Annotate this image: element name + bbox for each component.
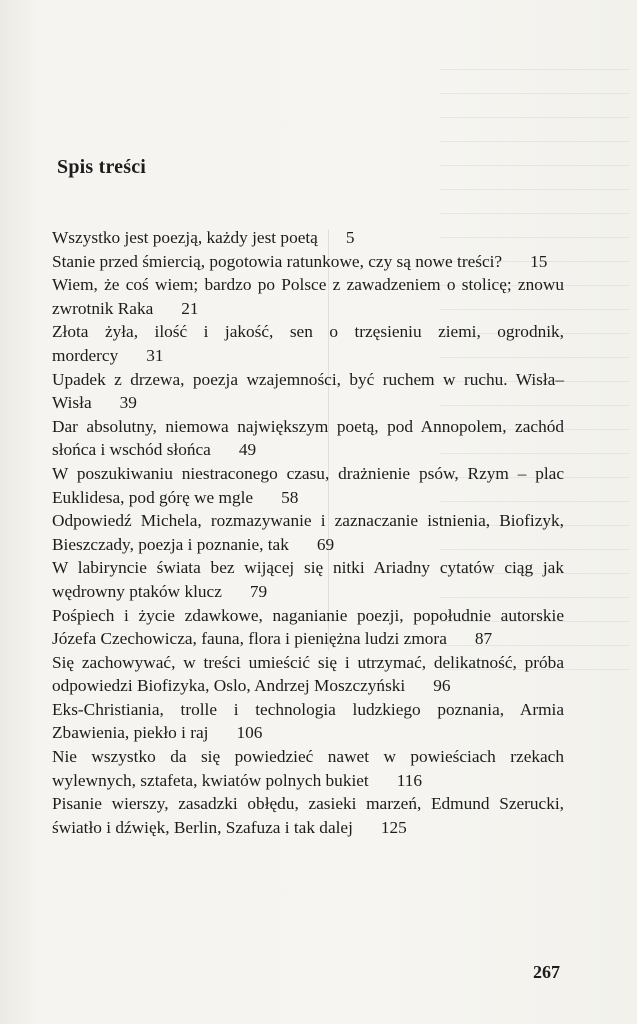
toc-entry-page: 39 xyxy=(119,393,137,413)
toc-entry-text: Dar absolutny, niemowa największym poetą, pod Annopolem, zachód słońca i wschód słońca xyxy=(52,416,564,460)
toc-entry-page: 79 xyxy=(249,581,268,601)
page-title: Spis treści xyxy=(57,156,147,178)
toc-entry-page: 96 xyxy=(433,676,451,696)
toc-entry-text: Odpowiedź Michela, rozmazywanie i zaznaczanie istnienia, Biofizyk, Bieszczady, poezja i poznanie, tak xyxy=(52,511,564,554)
toc-entry xyxy=(52,556,564,603)
toc-entry xyxy=(52,604,564,651)
toc-entry-text: Pośpiech i życie zdawkowe, naganianie poezji, popołudnie autorskie Józefa Czechowicza, fauna, flora i pieniężna ludzi zmora xyxy=(52,605,564,649)
toc-entry xyxy=(52,320,564,367)
toc-entry-page: 125 xyxy=(380,817,407,837)
toc-entry xyxy=(52,792,564,839)
toc-entry xyxy=(52,651,564,698)
toc-entry-page: 31 xyxy=(146,345,164,365)
toc-entry-page: 5 xyxy=(345,228,355,247)
toc-entry-page: 116 xyxy=(396,770,423,790)
toc-entry xyxy=(52,698,564,745)
toc-entry-text: Wiem, że coś wiem; bardzo po Polsce z zawadzeniem o stolicę; znowu zwrotnik Raka xyxy=(52,275,564,318)
table-of-contents xyxy=(52,226,564,839)
toc-entry-text: Się zachowywać, w treści umieścić się i utrzymać, delikatność, próba odpowiedzi Biofizyka, Oslo, Andrzej Moszczyński xyxy=(52,652,564,696)
toc-entry-page: 69 xyxy=(316,534,335,554)
toc-entry xyxy=(52,273,564,320)
toc-entry-text: W poszukiwaniu niestraconego czasu, drażnienie psów, Rzym – plac Euklidesa, pod górę we mgle xyxy=(52,463,564,507)
toc-entry-text: Pisanie wierszy, zasadzki obłędu, zasieki marzeń, Edmund Szerucki, światło i dźwięk, Berlin, Szafuza i tak dalej xyxy=(52,794,564,837)
toc-entry-page: 87 xyxy=(474,629,493,649)
page-number: 267 xyxy=(533,962,560,982)
toc-entry xyxy=(52,415,564,462)
toc-entry-page: 21 xyxy=(181,298,199,318)
toc-entry xyxy=(52,250,564,274)
toc-entry xyxy=(52,462,564,509)
toc-entry-text: Wszystko jest poezją, każdy jest poetą xyxy=(52,228,318,247)
toc-entry xyxy=(52,226,564,250)
toc-entry-page: 15 xyxy=(530,251,548,271)
toc-entry-text: W labiryncie świata bez wijącej się nitki Ariadny cytatów ciąg jak wędrowny ptaków klucz xyxy=(52,558,564,601)
toc-entry xyxy=(52,509,564,556)
toc-entry-text: Stanie przed śmiercią, pogotowia ratunkowe, czy są nowe treści? xyxy=(52,251,503,271)
toc-entry-page: 49 xyxy=(238,440,257,460)
toc-entry-text: Upadek z drzewa, poezja wzajemności, być ruchem w ruchu. Wisła–Wisła xyxy=(52,369,564,413)
toc-entry-page: 106 xyxy=(236,723,263,743)
toc-entry-text: Nie wszystko da się powiedzieć nawet w powieściach rzekach wylewnych, sztafeta, kwiatów polnych bukiet xyxy=(52,747,564,790)
toc-entry-text: Eks-Christiania, trolle i technologia ludzkiego poznania, Armia Zbawienia, piekło i raj xyxy=(52,699,564,743)
toc-entry xyxy=(52,368,564,415)
toc-entry-page: 58 xyxy=(281,487,299,507)
toc-entry-text: Złota żyła, ilość i jakość, sen o trzęsieniu ziemi, ogrodnik, mordercy xyxy=(52,322,564,365)
toc-entry xyxy=(52,745,564,792)
